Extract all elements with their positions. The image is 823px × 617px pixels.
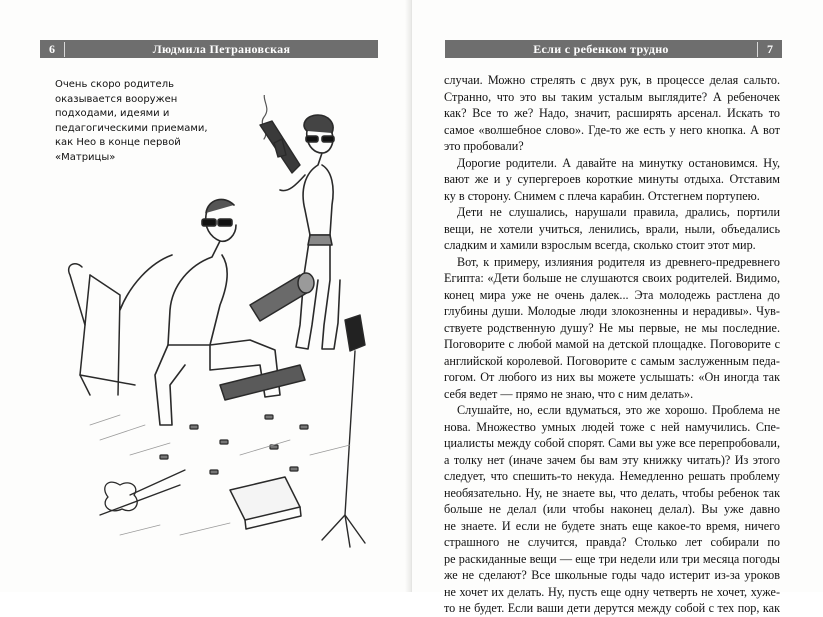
left-running-head [40, 40, 378, 58]
text-line: Вот, к примеру, излияния родителя из древнего-предревнего [457, 254, 780, 269]
rifle [260, 121, 300, 173]
text-line: нова. Множество умных людей тоже с ней намучились. Спе- [444, 419, 780, 434]
chair [69, 264, 135, 395]
caption-line: Очень скоро родитель [55, 79, 174, 90]
right-running-head [445, 40, 782, 58]
right-page-body-text [444, 72, 780, 617]
text-line: страшного не случится, правда? Столько лет собирали по [444, 535, 780, 549]
text-line: а толку нет (иначе зачем бы вам эту книжку читать)? Из этого [444, 452, 780, 467]
text-line: ствуете родственную душу? Не мы первые, не мы последние. [444, 320, 780, 335]
text-line: Дети не слушались, нарушали правила, дрались, портили [457, 205, 780, 219]
violin [100, 470, 185, 515]
text-line: самое «волшебное слово». Где-то же есть у него кнопка. А вот [444, 122, 780, 137]
text-line: английской королевой. Поговорите с самым заслуженным педа- [444, 353, 780, 368]
bullets [160, 415, 308, 474]
caption-line: «Матрицы» [55, 151, 116, 163]
text-line: себя ведет — прямо не знаю, что с ним делать». [444, 386, 694, 401]
text-line: Египта: «Дети больше не слушаются своих родителей. Видимо, [444, 271, 780, 285]
left-page-number: 6 [40, 42, 65, 57]
text-line: конец мира уже не очень далек... Эта молодежь растлена до [444, 287, 780, 302]
text-line: не знаете. И если не будете знать еще какое-то время, ничего [444, 518, 780, 533]
text-line: следует, что спешить-то некуда. Немедленно решать проблему [444, 469, 780, 483]
text-line: Странно, что это вы таким усталым выглядите? А ребеночек [444, 89, 780, 104]
book [230, 477, 301, 529]
text-line: циалисты между собой спорят. Сами вы уже все перепробовали, [444, 436, 780, 450]
text-line: сладким и хамили взрослым всегда, сколько стоит этот мир. [444, 238, 756, 252]
text-line: Поговорите с любой мамой на детской площадке. Поговорите с [444, 337, 780, 351]
caption-line: подходами, идеями и [55, 108, 170, 119]
right-page-number: 7 [757, 42, 782, 57]
text-line: вают же и у супергероев короткие минуты отдыха. Отставим [444, 172, 780, 186]
text-line: то не будет. Если ваши дети дерутся между собой с тех пор, как [444, 601, 780, 615]
illustration-armed-parents [60, 95, 390, 560]
text-line: это пробовали? [444, 139, 524, 153]
text-line: необязательно. Ну, не знаете вы, что делать, чтобы ребенок так [444, 485, 780, 500]
caption-line: оказывается вооружен [55, 93, 178, 105]
text-line: ре раскиданные вещи — еще три недели или три месяца погоды [444, 551, 780, 566]
caption-line: педагогическими приемами, [55, 122, 208, 134]
text-line: вещи, не хотели учиться, ленились, врали, ныли, объедались [444, 221, 780, 236]
text-line: не хочет их делать. Ну, пусть еще одну четверть не хочет, хуже- [444, 584, 780, 599]
text-line: Дорогие родители. А давайте на минутку остановимся. Ну, [457, 155, 780, 170]
text-line: ку в сторону. Снимем с плеча карабин. Отстегнем портупею. [444, 188, 760, 203]
bazooka [220, 273, 314, 400]
text-line: случаи. Можно стрелять с двух рук, в процессе делая сальто. [444, 73, 780, 87]
left-running-head-title: Людмила Петрановская [152, 41, 291, 56]
text-line: гогом. От любого из них вы можете услышать: «Он иногда так [444, 370, 780, 384]
right-running-head-title: Если с ребенком трудно [533, 41, 669, 56]
caption-line: как Нео в конце первой [55, 137, 181, 148]
text-line: же не сделают? Все школьные годы чадо истерит из-за уроков [444, 568, 780, 582]
text-line: Слушайте, но, если вдуматься, это же хорошо. Проблема не [457, 403, 780, 417]
left-page [0, 0, 411, 592]
text-line: как? Все то же? Надо, значит, расширять арсенал. Искать то [444, 106, 780, 120]
text-line: больше не делал (или чтобы наконец делал). Вы уже давно [444, 502, 780, 516]
text-line: глубины души. Молодые люди злокозненны и нерадивы». Чув- [444, 304, 780, 318]
